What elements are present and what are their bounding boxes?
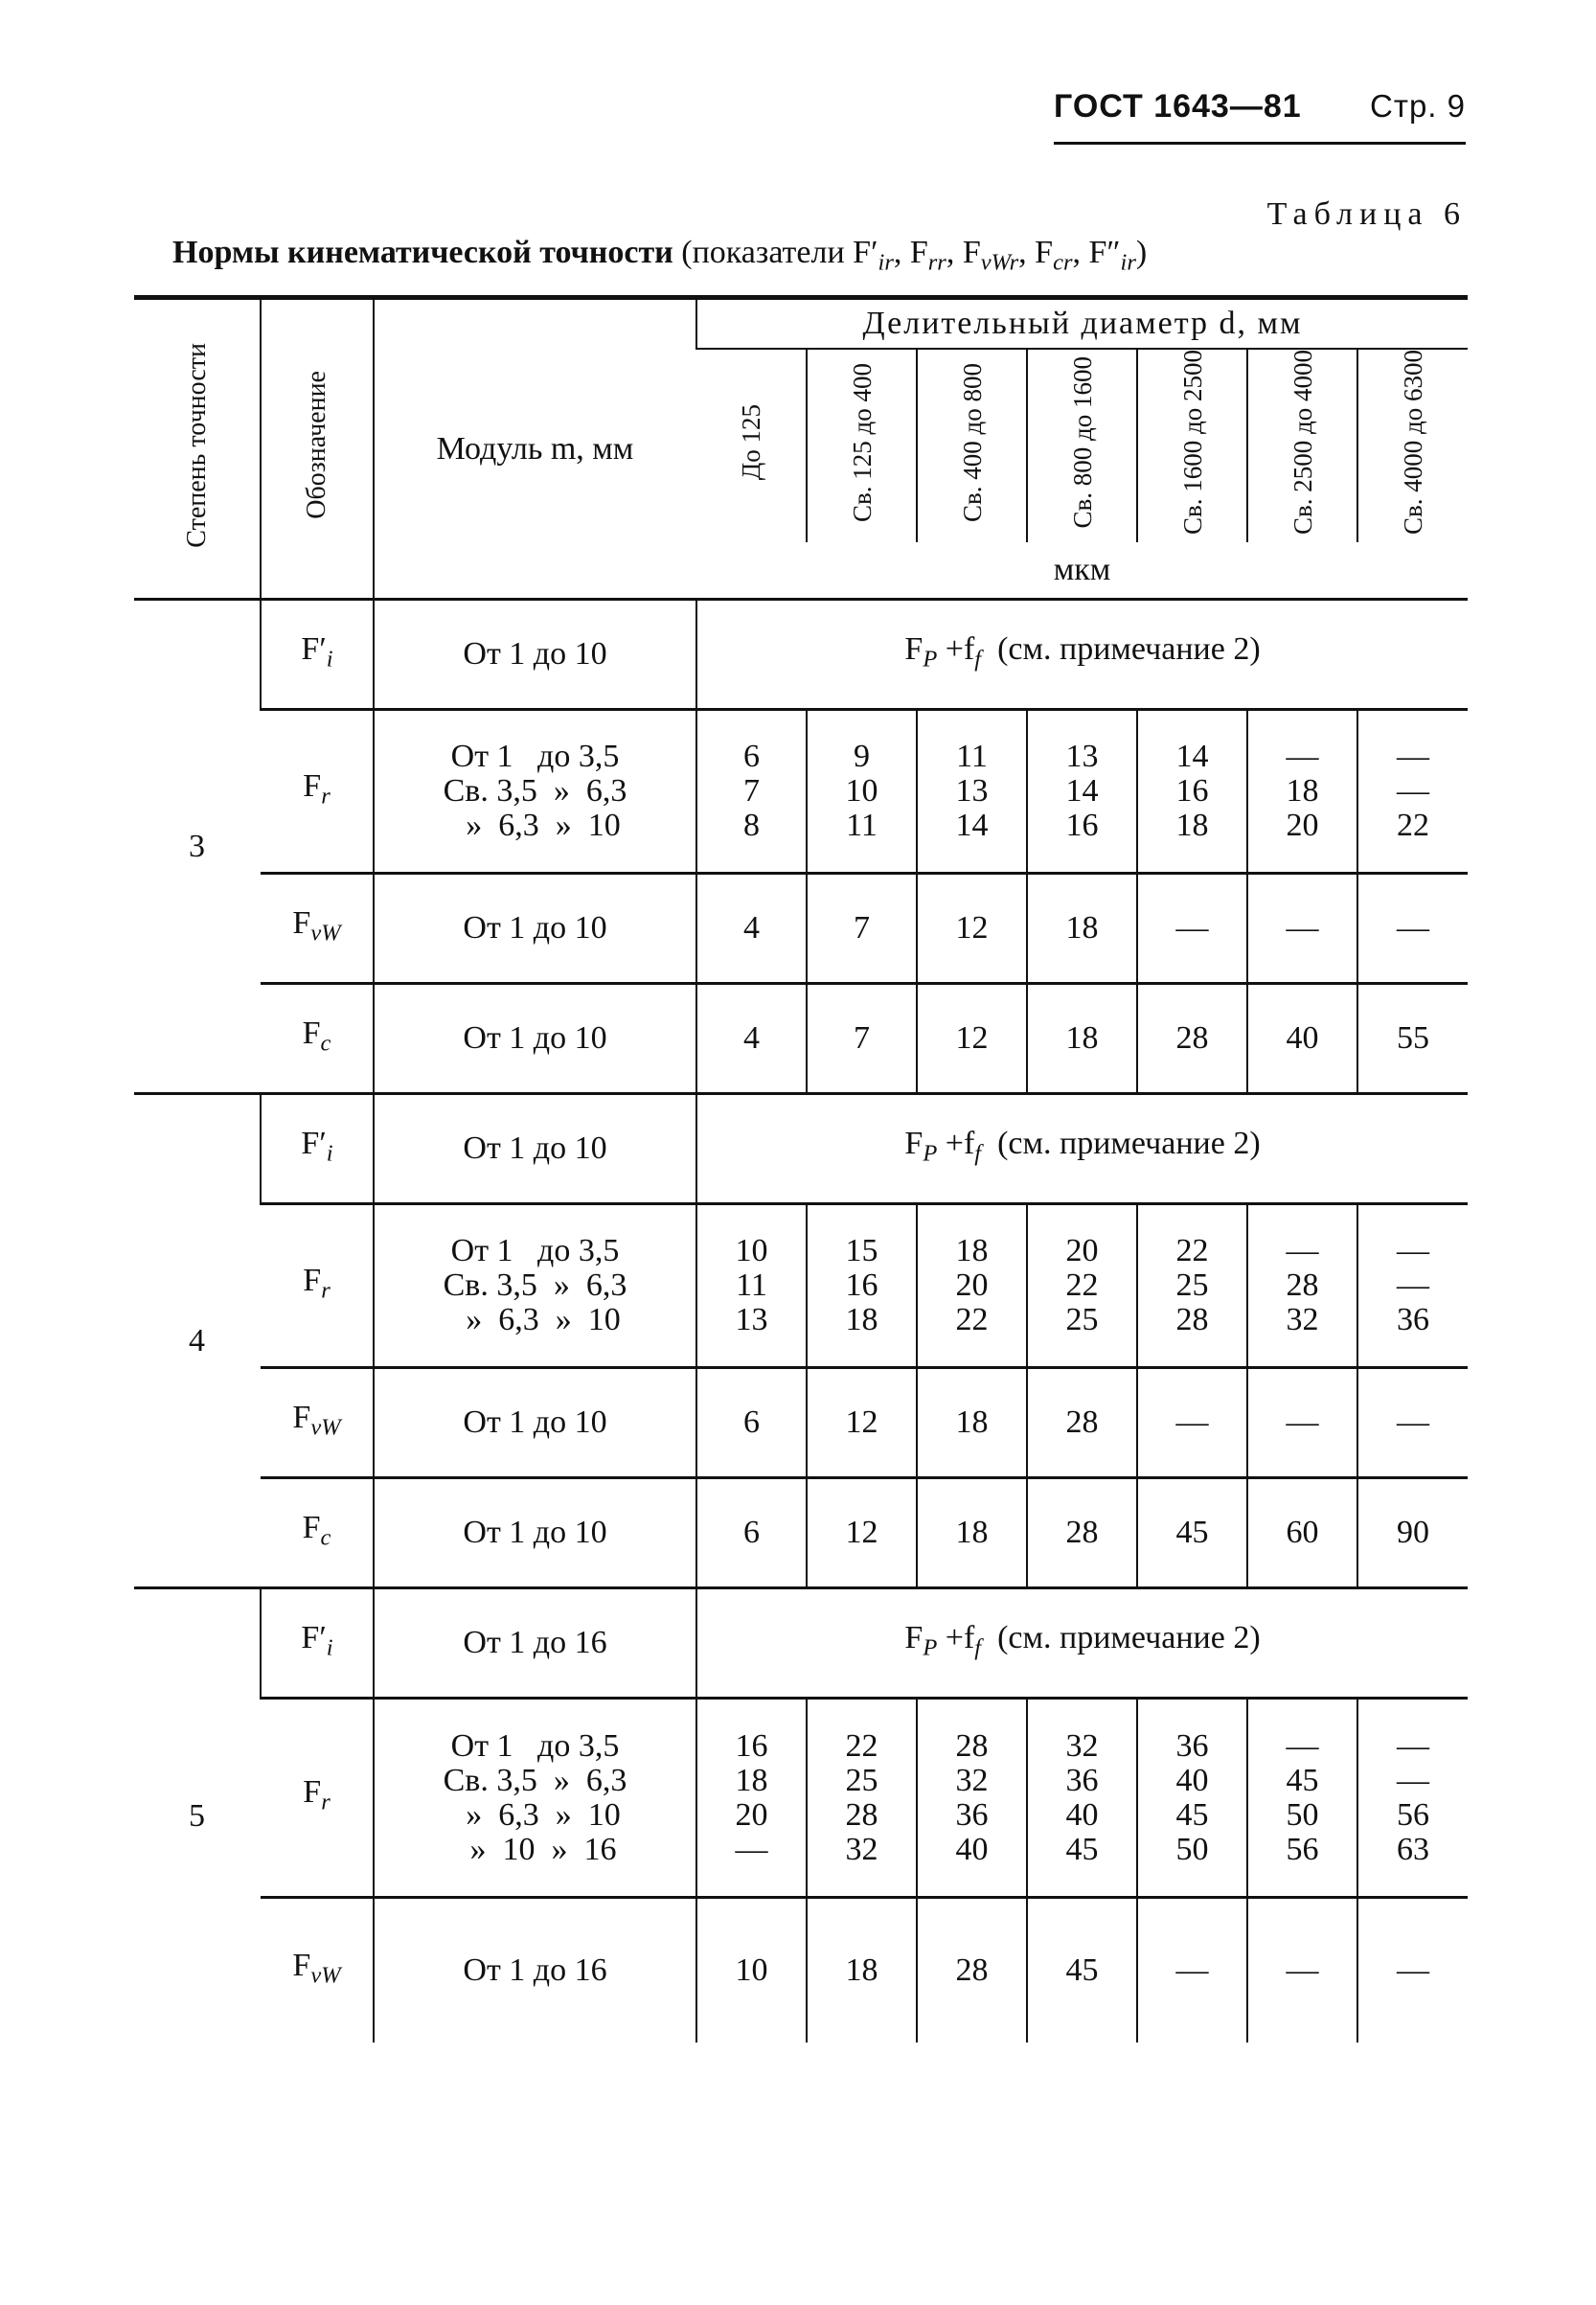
value-cell: 6 7 8 — [696, 710, 807, 874]
designation-cell: $F'_i$ — [261, 1588, 374, 1699]
degree-cell: 4 — [134, 1094, 261, 1588]
formula-note: (см. примечание 2) — [997, 630, 1261, 667]
col-header-diameter-2: Св. 400 до 800 — [917, 349, 1027, 542]
value-cell: — — 56 63 — [1357, 1699, 1468, 1898]
value-cell: 90 — [1357, 1478, 1468, 1588]
module-cell: От 1 до 3,5 Св. 3,5 » 6,3 » 6,3 » 10 » 10 » 16 — [374, 1699, 696, 1898]
value-cell: — 28 32 — [1247, 1204, 1357, 1368]
value-cell: — — [1357, 874, 1468, 984]
value-cell: 18 — [1027, 984, 1137, 1094]
table-row — [134, 1094, 1468, 1204]
formula-cell: $F_P +f_f$ (см. примечание 2) — [696, 600, 1468, 710]
designation-cell: $F_{vW}$ — [292, 1947, 341, 1989]
value-cell: 60 — [1247, 1478, 1357, 1588]
value-cell: 36 40 45 50 — [1137, 1699, 1247, 1898]
module-cell: От 1 до 10 — [374, 874, 696, 984]
module-cell: От 1 до 10 — [374, 1368, 696, 1478]
value-cell: — 18 20 — [1247, 710, 1357, 874]
value-cell: 12 — [807, 1478, 917, 1588]
value-cell: 10 11 13 — [696, 1204, 807, 1368]
col-header-diameter-1: Св. 125 до 400 — [807, 349, 917, 542]
value-cell: — — [1247, 874, 1357, 984]
value-cell: — — [1137, 1898, 1247, 2043]
value-cell: — — [1247, 1368, 1357, 1478]
designation-cell: $F'_i$ — [261, 1094, 374, 1204]
value-cell: 7 — [807, 984, 917, 1094]
value-cell: 20 22 25 — [1027, 1204, 1137, 1368]
degree-cell: 5 — [189, 1797, 205, 1834]
table-row — [134, 1898, 1468, 2043]
value-cell: 22 25 28 — [1137, 1204, 1247, 1368]
value-cell: 16 18 20 — — [696, 1699, 807, 1898]
value-cell: — — 36 — [1357, 1204, 1468, 1368]
value-cell: 28 — [1027, 1478, 1137, 1588]
value-cell: 6 — [696, 1478, 807, 1588]
page-header — [1054, 88, 1466, 126]
value-cell: 18 20 22 — [917, 1204, 1027, 1368]
module-cell: От 1 до 16 — [374, 1898, 696, 2043]
designation-cell: $F_r$ — [261, 710, 374, 874]
col-header-diameter-4: Св. 1600 до 2500 — [1137, 349, 1247, 542]
table-title-indicators-label: (показатели — [681, 235, 845, 270]
table-row — [134, 1478, 1468, 1588]
designation-cell: $F_c$ — [261, 1478, 374, 1588]
table-row — [134, 984, 1468, 1094]
value-cell: — — [1247, 1898, 1357, 2043]
value-cell: 13 14 16 — [1027, 710, 1137, 874]
value-cell: 4 — [696, 984, 807, 1094]
kinematic-accuracy-table — [134, 295, 1468, 2043]
col-header-diameter-6: Св. 4000 до 6300 — [1357, 349, 1468, 542]
value-cell: 28 32 36 40 — [917, 1699, 1027, 1898]
col-header-designation: Обозначение — [261, 298, 374, 600]
value-cell: — — [1357, 1368, 1468, 1478]
value-cell: 12 — [917, 874, 1027, 984]
module-cell: От 1 до 3,5 Св. 3,5 » 6,3 » 6,3 » 10 — [374, 1204, 696, 1368]
value-cell: 28 — [917, 1898, 1027, 2043]
value-cell: 12 — [807, 1368, 917, 1478]
table-title-main: Нормы кинематической точности — [172, 235, 673, 270]
table-title-symbols: $F'_{ir}$, $F_{rr}$, $F_{vWr}$, $F_{cr}$, $F''_{ir}$) — [853, 235, 1148, 276]
table-row — [134, 710, 1468, 874]
module-cell: От 1 до 10 — [374, 1094, 696, 1204]
value-cell: — — [1137, 874, 1247, 984]
module-cell: От 1 до 3,5 Св. 3,5 » 6,3 » 6,3 » 10 — [374, 710, 696, 874]
col-header-diameter-0: До 125 — [737, 403, 765, 481]
col-header-module: Модуль m, мм — [374, 298, 696, 600]
value-cell: 18 — [1027, 874, 1137, 984]
table-row — [134, 1368, 1468, 1478]
value-cell: — — [1357, 1898, 1468, 2043]
value-cell: 45 — [1027, 1898, 1137, 2043]
value-cell: 18 — [917, 1368, 1027, 1478]
value-cell: 10 — [696, 1898, 807, 2043]
module-cell: От 1 до 10 — [374, 600, 696, 710]
value-cell: — — 22 — [1357, 710, 1468, 874]
table-number: Таблица 6 — [1266, 196, 1467, 232]
designation-cell: $F_{vW}$ — [261, 874, 374, 984]
value-cell: 9 10 11 — [807, 710, 917, 874]
degree-cell: 3 — [134, 600, 261, 1094]
col-header-diameter-5: Св. 2500 до 4000 — [1247, 349, 1357, 542]
formula-note: (см. примечание 2) — [997, 1619, 1261, 1655]
col-header-degree: Степень точности — [134, 298, 261, 600]
value-cell: 7 — [807, 874, 917, 984]
formula-cell: $F_P +f_f$ (см. примечание 2) — [696, 1588, 1468, 1699]
value-cell: 28 — [1027, 1368, 1137, 1478]
value-cell: 18 — [807, 1898, 917, 2043]
value-cell: 32 36 40 45 — [1027, 1699, 1137, 1898]
standard-number: ГОСТ 1643—81 — [1054, 88, 1302, 125]
table-row — [134, 1204, 1468, 1368]
page-number: Стр. 9 — [1370, 88, 1466, 124]
module-cell: От 1 до 10 — [374, 1478, 696, 1588]
value-cell: — 45 50 56 — [1247, 1699, 1357, 1898]
module-cell: От 1 до 16 — [374, 1588, 696, 1699]
table-title — [172, 235, 1147, 276]
value-cell: 28 — [1137, 984, 1247, 1094]
value-cell: 14 16 18 — [1137, 710, 1247, 874]
table-row — [134, 600, 1468, 710]
col-header-diameter-group: Делительный диаметр d, мм — [696, 298, 1468, 350]
value-cell: 4 — [696, 874, 807, 984]
value-cell: 40 — [1247, 984, 1357, 1094]
designation-cell: $F'_i$ — [261, 600, 374, 710]
designation-cell: $F_r$ — [261, 1699, 374, 1898]
col-header-units: мкм — [696, 542, 1468, 600]
col-header-diameter-3: Св. 800 до 1600 — [1027, 349, 1137, 542]
designation-cell: $F_{vW}$ — [261, 1368, 374, 1478]
value-cell: 6 — [696, 1368, 807, 1478]
value-cell: 22 25 28 32 — [807, 1699, 917, 1898]
value-cell: 15 16 18 — [807, 1204, 917, 1368]
table-row — [134, 1588, 1468, 1699]
value-cell: 12 — [917, 984, 1027, 1094]
table-row — [134, 874, 1468, 984]
value-cell: 45 — [1137, 1478, 1247, 1588]
designation-cell: $F_r$ — [261, 1204, 374, 1368]
header-rule — [1054, 142, 1466, 145]
designation-cell: $F_c$ — [261, 984, 374, 1094]
formula-note: (см. примечание 2) — [997, 1125, 1261, 1161]
formula-cell: $F_P +f_f$ (см. примечание 2) — [696, 1094, 1468, 1204]
value-cell: 55 — [1357, 984, 1468, 1094]
module-cell: От 1 до 10 — [374, 984, 696, 1094]
value-cell: 11 13 14 — [917, 710, 1027, 874]
value-cell: — — [1137, 1368, 1247, 1478]
table-row — [134, 1699, 1468, 1898]
value-cell: 18 — [917, 1478, 1027, 1588]
